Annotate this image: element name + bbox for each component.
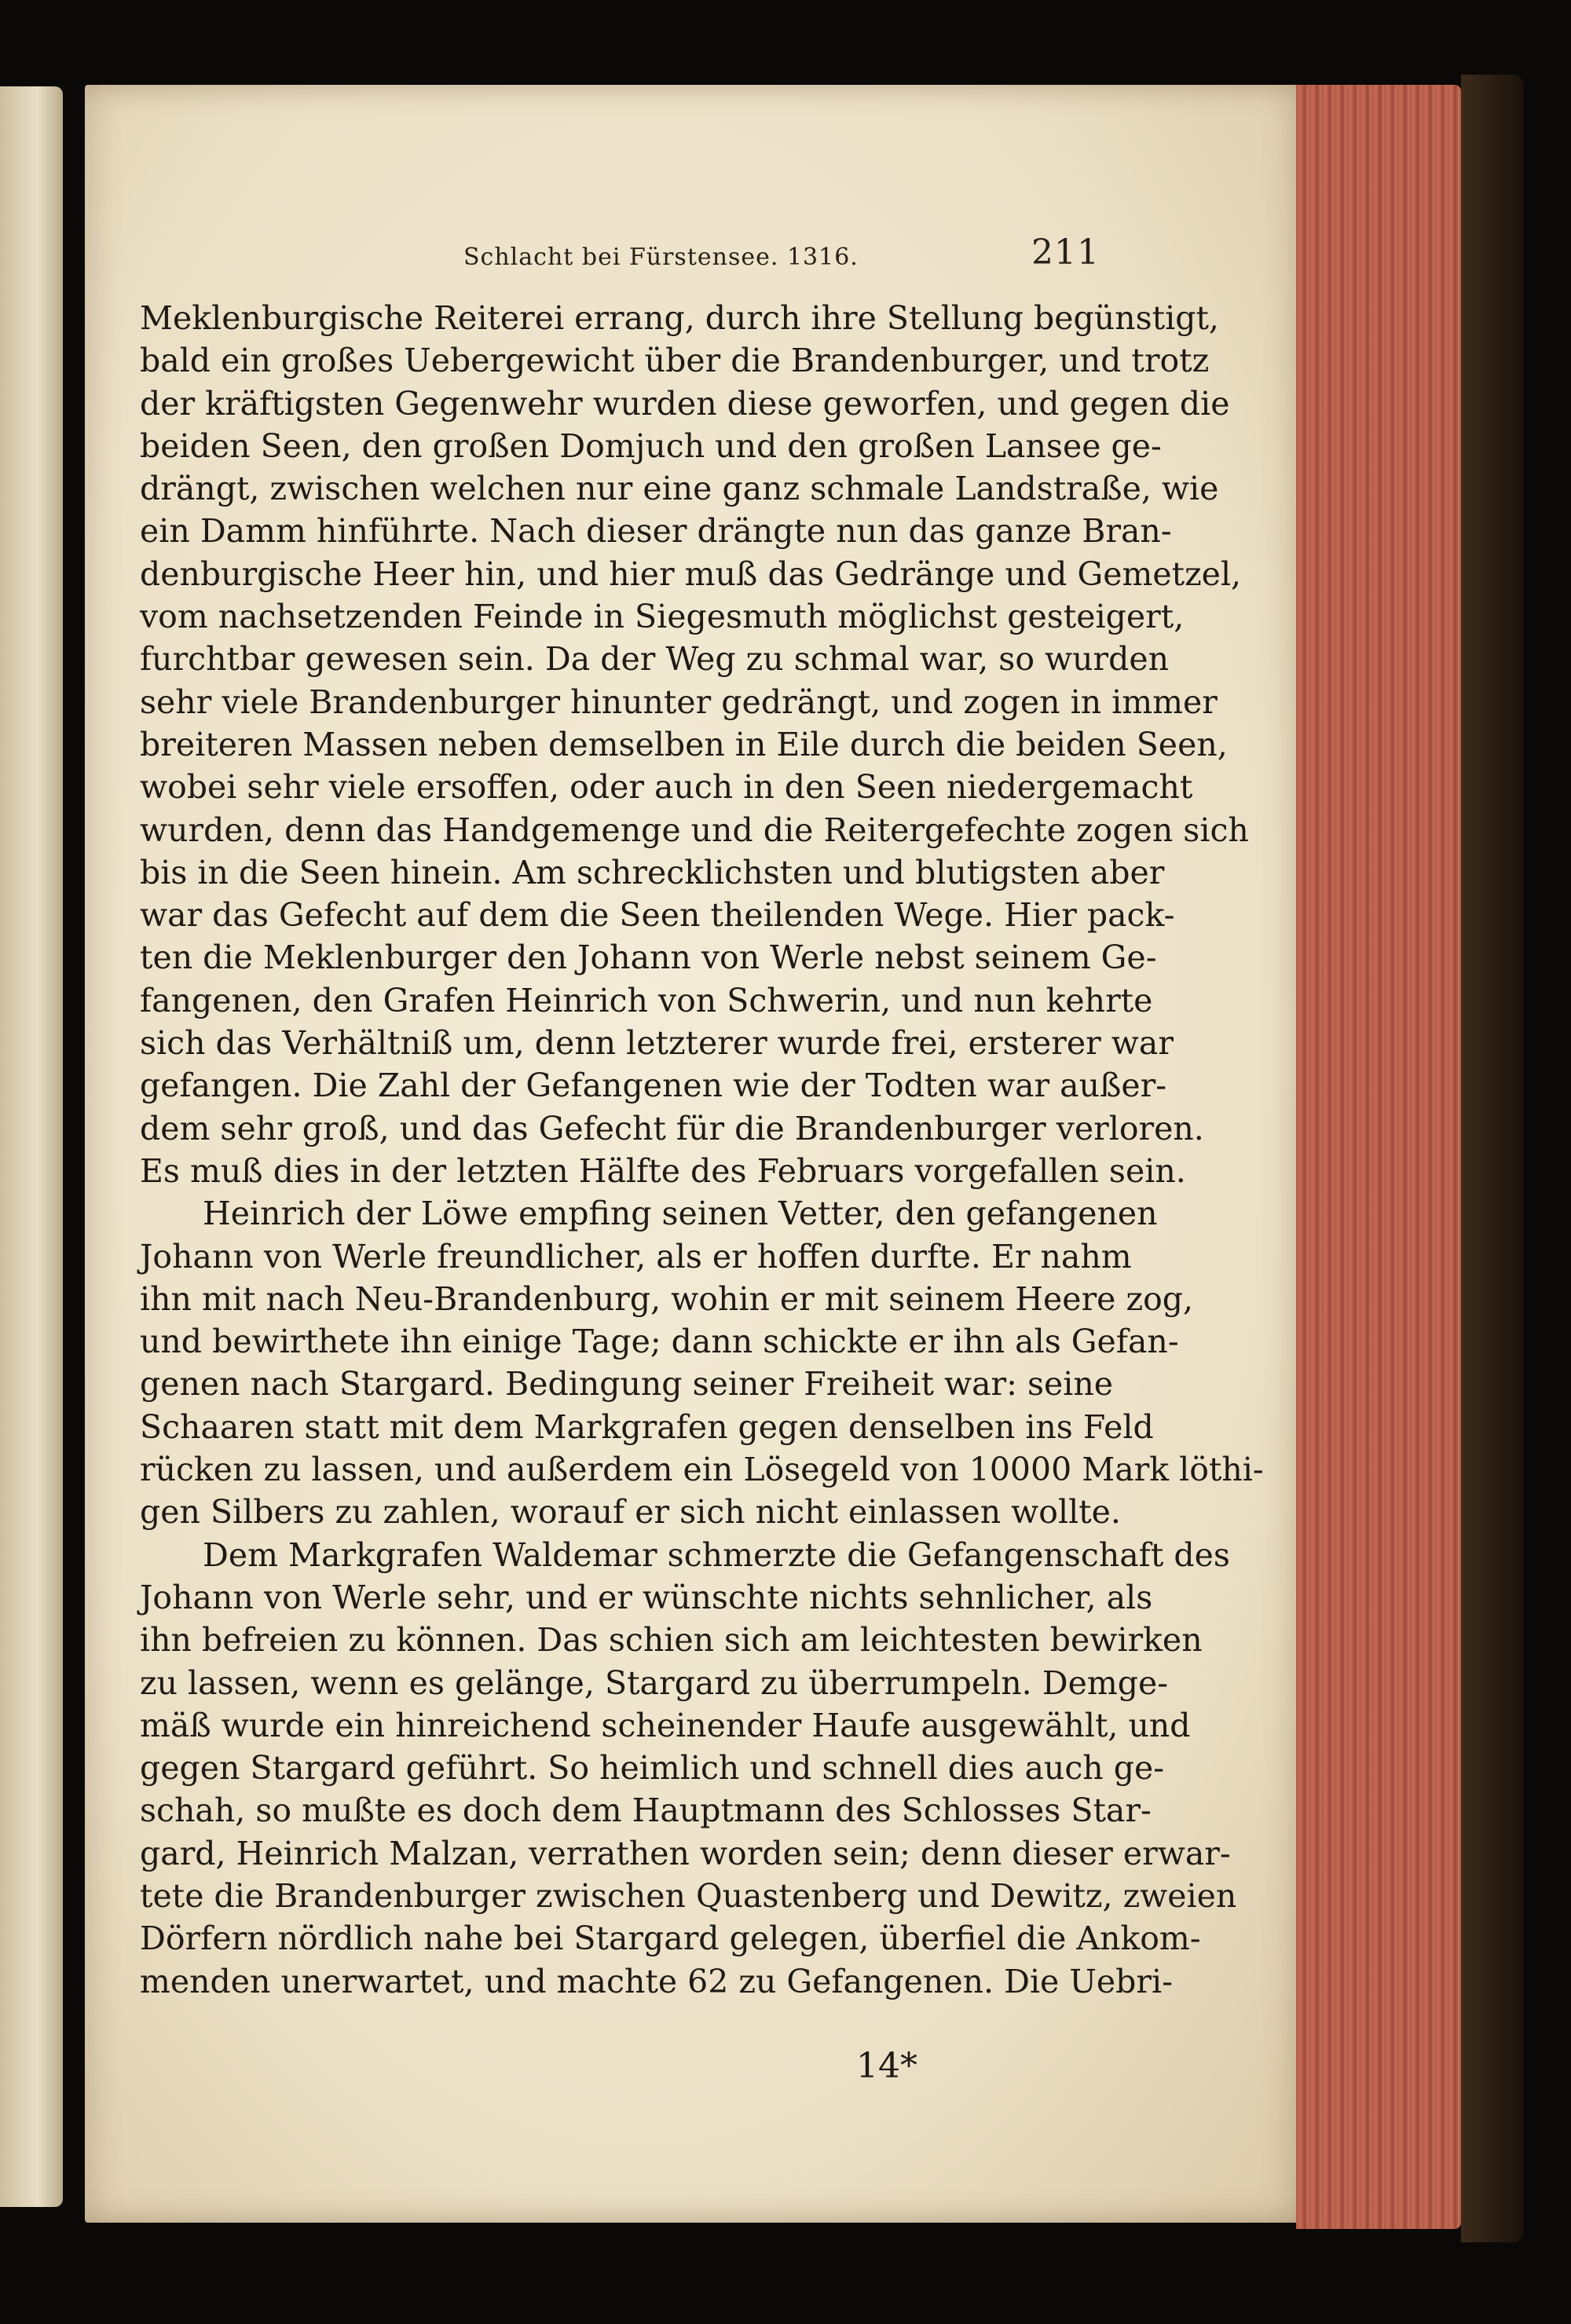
text-line: Meklenburgische Reiterei errang, durch ihre Stellung begünstigt, [140, 299, 1219, 337]
text-line: Es muß dies in der letzten Hälfte des Februars vorgefallen sein. [140, 1151, 1186, 1190]
running-head: Schlacht bei Fürstensee. 1316. [463, 243, 859, 271]
text-line: gegen Stargard geführt. So heimlich und schnell dies auch ge- [140, 1749, 1165, 1788]
text-line: fangenen, den Grafen Heinrich von Schwerin, und nun kehrte [140, 981, 1153, 1019]
text-line: ten die Meklenburger den Johann von Werle nebst seinem Ge- [140, 939, 1157, 977]
text-line: und bewirthete ihn einige Tage; dann schickte er ihn als Gefan- [140, 1323, 1179, 1361]
text-line: bald ein großes Uebergewicht über die Brandenburger, und trotz [140, 342, 1210, 380]
text-line: ihn befreien zu können. Das schien sich am leichtesten bewirken [140, 1621, 1203, 1660]
signature-mark: 14* [856, 2046, 917, 2086]
text-line: vom nachsetzenden Feinde in Siegesmuth möglichst gesteigert, [140, 598, 1185, 636]
book-cover-edge [1461, 75, 1524, 2242]
text-line: denburgische Heer hin, und hier muß das Gedränge und Gemetzel, [140, 554, 1242, 593]
text-line: gard, Heinrich Malzan, verrathen worden sein; denn dieser erwar- [140, 1834, 1231, 1872]
text-line: Johann von Werle sehr, und er wünschte nichts sehnlicher, als [140, 1578, 1153, 1616]
text-line: schah, so mußte es doch dem Hauptmann des Schlosses Star- [140, 1791, 1152, 1830]
page-header [196, 228, 1100, 275]
text-line: ein Damm hinführte. Nach dieser drängte nun das ganze Bran- [140, 512, 1172, 551]
text-line: tete die Brandenburger zwischen Quastenberg und Dewitz, zweien [140, 1876, 1237, 1915]
text-line: drängt, zwischen welchen nur eine ganz schmale Landstraße, wie [140, 470, 1219, 508]
red-page-edges [1296, 85, 1461, 2229]
text-line: Schaaren statt mit dem Markgrafen gegen denselben ins Feld [140, 1407, 1154, 1446]
text-line: gen Silbers zu zahlen, worauf er sich nicht einlassen wollte. [140, 1493, 1121, 1532]
text-line: sich das Verhältniß um, denn letzterer wurde frei, ersterer war [140, 1024, 1174, 1063]
text-line: wobei sehr viele ersoffen, oder auch in den Seen niedergemacht [140, 768, 1193, 807]
page-number: 211 [1031, 232, 1100, 273]
text-line: breiteren Massen neben demselben in Eile durch die beiden Seen, [140, 725, 1228, 763]
text-line: gefangen. Die Zahl der Gefangenen wie der Todten war außer- [140, 1067, 1167, 1105]
text-line: mäß wurde ein hinreichend scheinender Haufe ausgewählt, und [140, 1706, 1191, 1744]
text-line: ihn mit nach Neu-Brandenburg, wohin er mit seinem Heere zog, [140, 1279, 1194, 1318]
text-line: genen nach Stargard. Bedingung seiner Freiheit war: seine [140, 1365, 1114, 1404]
text-line: menden unerwartet, und machte 62 zu Gefangenen. Die Uebri- [140, 1962, 1173, 2000]
text-line: Heinrich der Löwe empfing seinen Vetter, den gefangenen [203, 1195, 1158, 1233]
body-text [140, 297, 1264, 2003]
text-line: beiden Seen, den großen Domjuch und den großen Lansee ge- [140, 426, 1162, 465]
text-line: der kräftigsten Gegenwehr wurden diese geworfen, und gegen die [140, 384, 1230, 423]
text-line: Dörfern nördlich nahe bei Stargard gelegen, überfiel die Ankom- [140, 1920, 1201, 1958]
text-line: rücken zu lassen, und außerdem ein Lösegeld von 10000 Mark löthi- [140, 1451, 1264, 1489]
text-line: dem sehr groß, und das Gefecht für die Brandenburger verloren. [140, 1109, 1204, 1147]
text-line: war das Gefecht auf dem die Seen theilenden Wege. Hier pack- [140, 896, 1175, 935]
text-line: bis in die Seen hinein. Am schrecklichsten und blutigsten aber [140, 853, 1165, 891]
text-line: wurden, denn das Handgemenge und die Reitergefechte zogen sich [140, 811, 1249, 849]
text-line: sehr viele Brandenburger hinunter gedrängt, und zogen in immer [140, 683, 1218, 721]
text-line: Johann von Werle freundlicher, als er hoffen durfte. Er nahm [140, 1237, 1132, 1275]
facing-page-edge [0, 86, 63, 2207]
text-line: zu lassen, wenn es gelänge, Stargard zu überrumpeln. Demge- [140, 1663, 1169, 1702]
text-line: furchtbar gewesen sein. Da der Weg zu schmal war, so wurden [140, 640, 1170, 679]
text-line: Dem Markgrafen Waldemar schmerzte die Gefangenschaft des [203, 1535, 1230, 1574]
